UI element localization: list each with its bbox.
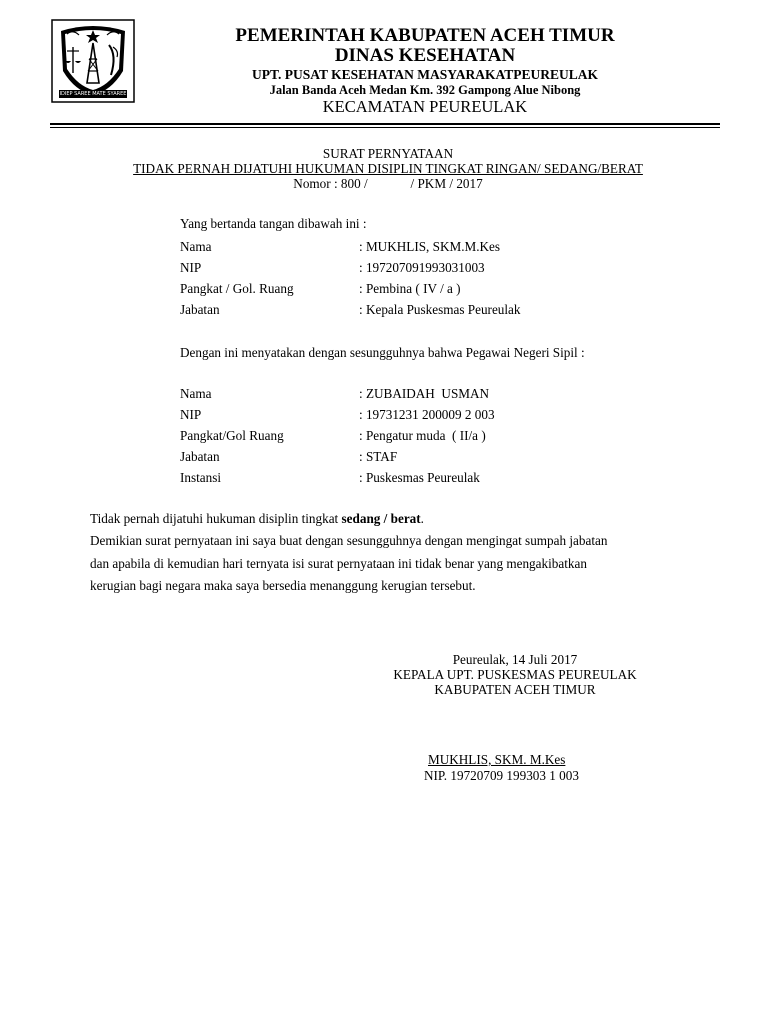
signature-position-1: KEPALA UPT. PUSKESMAS PEUREULAK (393, 667, 637, 682)
signature-name-text: MUKHLIS, SKM. M.Kes (428, 752, 566, 767)
letterhead-divider-thin (50, 127, 720, 128)
employee-name-value: : ZUBAIDAH USMAN (359, 386, 490, 401)
letterhead-government: PEMERINTAH KABUPATEN ACEH TIMUR (235, 25, 615, 46)
statement-suffix: . (420, 511, 424, 526)
signer-rank-label: Pangkat / Gol. Ruang (180, 281, 294, 296)
signature-place-date: Peureulak, 14 Juli 2017 (452, 652, 578, 667)
intro-employee: Dengan ini menyatakan dengan sesungguhnya bahwa Pegawai Negeri Sipil : (180, 345, 585, 360)
signer-rank-value: : Pembina ( IV / a ) (359, 281, 461, 296)
closing-line-2: dan apabila di kemudian hari ternyata isi surat pernyataan ini tidak benar yang mengakibatkan (90, 556, 587, 571)
signer-nip-label: NIP (180, 260, 202, 275)
document-subheading-text: TIDAK PERNAH DIJATUHI HUKUMAN DISIPLIN TINGKAT RINGAN/ SEDANG/BERAT (133, 161, 643, 176)
employee-agency-label: Instansi (180, 470, 222, 485)
signature-nip: NIP. 19720709 199303 1 003 (424, 768, 579, 783)
closing-line-3: kerugian bagi negara maka saya bersedia menanggung kerugian tersebut. (90, 578, 476, 593)
employee-position-value: : STAF (359, 449, 398, 464)
signer-name-value: : MUKHLIS, SKM.M.Kes (359, 239, 501, 254)
signer-position-value: : Kepala Puskesmas Peureulak (359, 302, 521, 317)
signer-nip-value: : 197207091993031003 (359, 260, 485, 275)
signer-name-label: Nama (180, 239, 212, 254)
letterhead-divider-thick (50, 123, 720, 125)
logo-motto: IDIEP SAREE MATE SYAREE (59, 91, 127, 97)
statement-prefix: Tidak pernah dijatuhi hukuman disiplin tingkat (90, 511, 342, 526)
statement-bold: sedang / berat (341, 511, 421, 526)
regency-logo (51, 19, 135, 103)
employee-rank-value: : Pengatur muda ( II/a ) (359, 428, 486, 443)
employee-name-label: Nama (180, 386, 212, 401)
signer-position-label: Jabatan (180, 302, 220, 317)
employee-nip-label: NIP (180, 407, 202, 422)
closing-line-1: Demikian surat pernyataan ini saya buat dengan sesungguhnya dengan mengingat sumpah jabatan (90, 533, 608, 548)
employee-rank-label: Pangkat/Gol Ruang (180, 428, 284, 443)
document-number: Nomor : 800 / / PKM / 2017 (293, 176, 483, 191)
letterhead-agency: DINAS KESEHATAN (334, 45, 516, 66)
intro-signer: Yang bertanda tangan dibawah ini : (180, 216, 367, 231)
letterhead-unit: UPT. PUSAT KESEHATAN MASYARAKATPEUREULAK (251, 67, 599, 82)
document-heading: SURAT PERNYATAAN (322, 146, 454, 161)
letterhead-district: KECAMATAN PEUREULAK (322, 97, 528, 116)
employee-agency-value: : Puskesmas Peureulak (359, 470, 480, 485)
document-subheading (60, 161, 716, 177)
letterhead-address: Jalan Banda Aceh Medan Km. 392 Gampong Alue Nibong (269, 83, 581, 97)
employee-nip-value: : 19731231 200009 2 003 (359, 407, 495, 422)
signature-name (428, 752, 565, 768)
signature-position-2: KABUPATEN ACEH TIMUR (434, 682, 596, 697)
statement-line (90, 511, 424, 527)
employee-position-label: Jabatan (180, 449, 220, 464)
